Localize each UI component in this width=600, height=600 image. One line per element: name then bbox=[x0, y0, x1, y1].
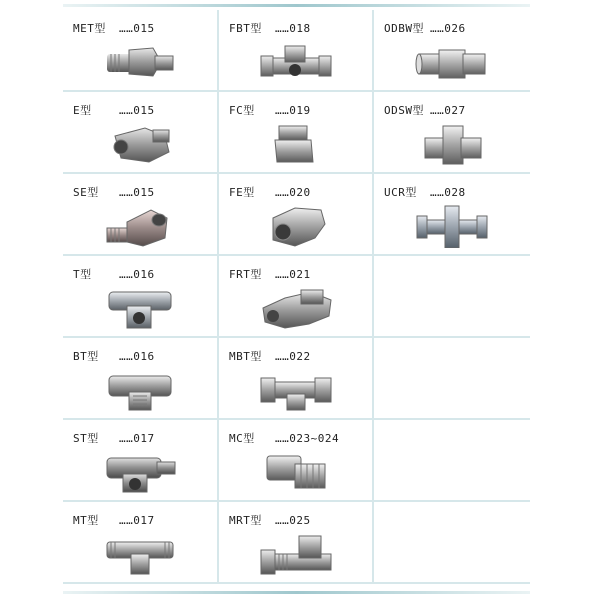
item-code: BT型 bbox=[73, 350, 99, 363]
item-label bbox=[229, 20, 311, 36]
item-code: ODSW型 bbox=[384, 104, 424, 117]
street-tee-icon bbox=[99, 450, 181, 494]
od-butt-weld-union-icon bbox=[411, 40, 493, 84]
empty-cell bbox=[374, 502, 530, 584]
catalog-cell[interactable] bbox=[219, 92, 374, 174]
item-code: ST型 bbox=[73, 432, 99, 445]
item-code: UCR型 bbox=[384, 186, 417, 199]
item-label bbox=[384, 102, 466, 118]
catalog-cell[interactable] bbox=[219, 10, 374, 92]
catalog-cell[interactable] bbox=[219, 256, 374, 338]
female-connector-icon bbox=[255, 122, 337, 166]
catalog-cell[interactable] bbox=[63, 420, 219, 502]
item-page: ……019 bbox=[275, 104, 311, 117]
male-elbow-fitting-icon bbox=[99, 40, 181, 84]
item-page: ……015 bbox=[119, 186, 155, 199]
item-page: ……021 bbox=[275, 268, 311, 281]
item-label bbox=[229, 102, 311, 118]
item-code: FC型 bbox=[229, 104, 255, 117]
item-page: ……025 bbox=[275, 514, 311, 527]
branch-tee-icon bbox=[99, 368, 181, 412]
catalog-cell[interactable] bbox=[63, 502, 219, 584]
item-page: ……017 bbox=[119, 432, 155, 445]
top-divider bbox=[63, 4, 530, 7]
item-page: ……016 bbox=[119, 350, 155, 363]
catalog-cell[interactable] bbox=[63, 10, 219, 92]
catalog-cell[interactable] bbox=[63, 256, 219, 338]
item-label bbox=[73, 184, 155, 200]
empty-cell bbox=[374, 256, 530, 338]
item-page: ……027 bbox=[430, 104, 466, 117]
catalog-cell[interactable] bbox=[374, 10, 530, 92]
catalog-index-grid bbox=[63, 10, 530, 595]
item-code: MBT型 bbox=[229, 350, 262, 363]
female-branch-tee-icon bbox=[255, 40, 337, 84]
item-page: ……018 bbox=[275, 22, 311, 35]
item-code: MET型 bbox=[73, 22, 106, 35]
item-label bbox=[73, 430, 155, 446]
item-code: FBT型 bbox=[229, 22, 262, 35]
empty-cell bbox=[374, 338, 530, 420]
catalog-cell[interactable] bbox=[63, 338, 219, 420]
catalog-cell[interactable] bbox=[219, 502, 374, 584]
item-page: ……015 bbox=[119, 22, 155, 35]
item-label bbox=[384, 20, 466, 36]
item-page: ……023~024 bbox=[275, 432, 340, 445]
item-code: SE型 bbox=[73, 186, 99, 199]
elbow-fitting-icon bbox=[99, 122, 181, 166]
item-label bbox=[229, 430, 339, 446]
empty-cell bbox=[374, 420, 530, 502]
catalog-cell[interactable] bbox=[374, 92, 530, 174]
fittings-grid bbox=[63, 10, 530, 595]
item-page: ……016 bbox=[119, 268, 155, 281]
item-label bbox=[229, 512, 311, 528]
item-label bbox=[229, 184, 311, 200]
item-label bbox=[229, 348, 311, 364]
item-code: MT型 bbox=[73, 514, 99, 527]
item-label bbox=[73, 102, 155, 118]
catalog-cell[interactable] bbox=[219, 174, 374, 256]
item-page: ……026 bbox=[430, 22, 466, 35]
catalog-cell[interactable] bbox=[374, 174, 530, 256]
catalog-cell[interactable] bbox=[63, 174, 219, 256]
item-label bbox=[73, 266, 155, 282]
catalog-cell[interactable] bbox=[219, 420, 374, 502]
female-elbow-icon bbox=[255, 204, 337, 248]
item-label bbox=[73, 512, 155, 528]
item-page: ……017 bbox=[119, 514, 155, 527]
item-page: ……015 bbox=[119, 104, 155, 117]
tee-fitting-icon bbox=[99, 286, 181, 330]
item-label bbox=[384, 184, 466, 200]
item-page: ……028 bbox=[430, 186, 466, 199]
item-code: FRT型 bbox=[229, 268, 262, 281]
bottom-divider bbox=[63, 591, 530, 594]
item-code: E型 bbox=[73, 104, 92, 117]
od-socket-weld-union-icon bbox=[411, 122, 493, 166]
item-code: MRT型 bbox=[229, 514, 262, 527]
male-run-tee-icon bbox=[255, 532, 337, 576]
male-tee-icon bbox=[99, 532, 181, 576]
item-code: FE型 bbox=[229, 186, 255, 199]
item-label bbox=[73, 20, 155, 36]
item-code: T型 bbox=[73, 268, 92, 281]
female-run-tee-icon bbox=[255, 286, 337, 330]
union-cross-icon bbox=[411, 204, 493, 248]
item-page: ……022 bbox=[275, 350, 311, 363]
item-code: MC型 bbox=[229, 432, 255, 445]
catalog-cell[interactable] bbox=[63, 92, 219, 174]
item-page: ……020 bbox=[275, 186, 311, 199]
item-label bbox=[229, 266, 311, 282]
street-elbow-icon bbox=[99, 204, 181, 248]
catalog-cell[interactable] bbox=[219, 338, 374, 420]
male-branch-tee-icon bbox=[255, 368, 337, 412]
male-connector-icon bbox=[255, 450, 337, 494]
item-code: ODBW型 bbox=[384, 22, 424, 35]
item-label bbox=[73, 348, 155, 364]
